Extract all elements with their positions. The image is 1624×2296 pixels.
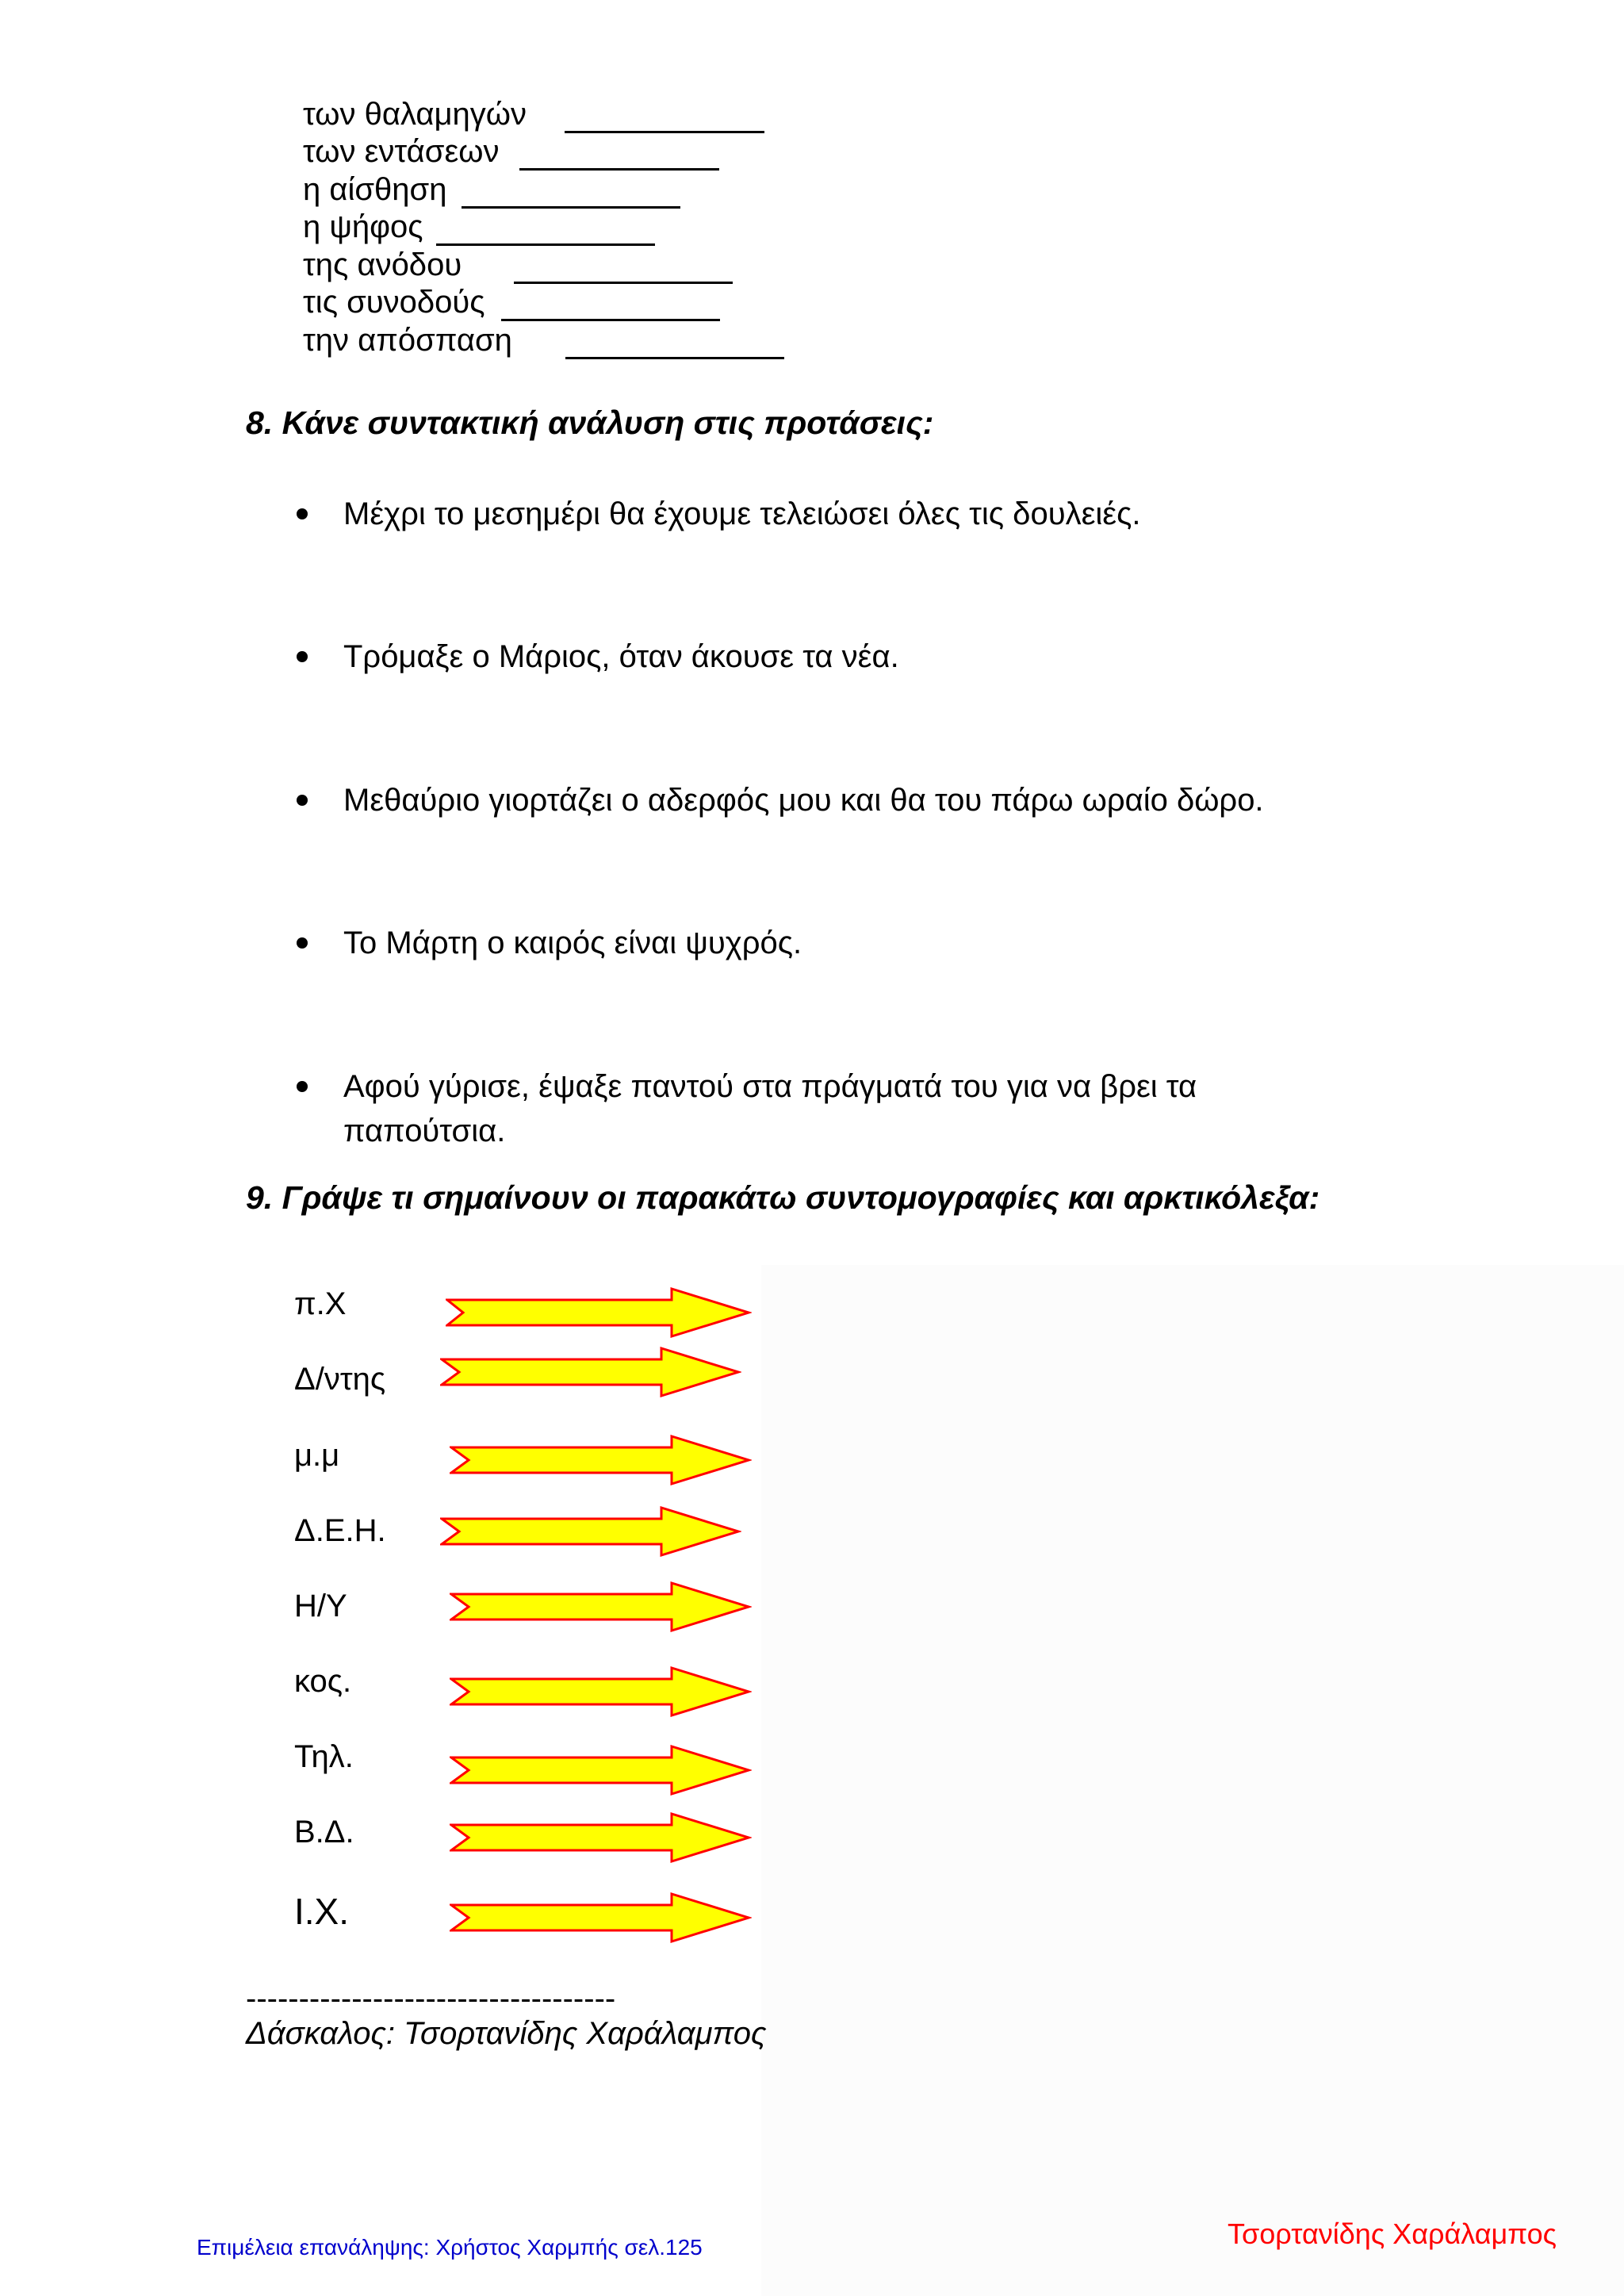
arrow-right-icon xyxy=(450,1811,752,1864)
word-list-item: των εντάσεων xyxy=(303,134,500,169)
answer-blank xyxy=(514,282,733,284)
footer-author: Τσορτανίδης Χαράλαμπος xyxy=(1228,2217,1557,2250)
answer-blank xyxy=(436,243,655,246)
sentence-item: Αφού γύρισε, έψαξε παντού στα πράγματά του για να βρει τα παπούτσια. xyxy=(343,1069,1197,1148)
abbreviation-item: Τηλ. xyxy=(294,1739,354,1774)
signature-divider: ----------------------------------- xyxy=(246,1981,616,2016)
abbreviation-item: Β.Δ. xyxy=(294,1815,354,1849)
arrow-right-icon xyxy=(450,1665,752,1718)
arrow-right-icon xyxy=(450,1434,752,1486)
arrow-right-icon xyxy=(440,1505,741,1558)
sentence-item: Το Μάρτη ο καιρός είναι ψυχρός. xyxy=(343,926,802,960)
word-list-item: η αίσθηση xyxy=(303,172,447,207)
faint-background-area xyxy=(761,1265,1624,2296)
abbreviation-item: π.Χ xyxy=(294,1286,347,1321)
answer-blank xyxy=(565,131,764,133)
abbreviation-item: μ.μ xyxy=(294,1438,340,1473)
section-9-heading: 9. Γράψε τι σημαίνουν οι παρακάτω συντομογραφίες και αρκτικόλεξα: xyxy=(246,1179,1320,1216)
bullet-icon xyxy=(297,651,308,662)
answer-blank xyxy=(501,319,720,321)
sentence-item: Μέχρι το μεσημέρι θα έχουμε τελειώσει όλες τις δουλειές. xyxy=(343,496,1141,531)
abbreviation-item: Η/Υ xyxy=(294,1589,347,1623)
word-list-item: τις συνοδούς xyxy=(303,285,485,320)
section-8-heading: 8. Κάνε συντακτική ανάλυση στις προτάσεις: xyxy=(246,404,934,441)
word-list-item: η ψήφος xyxy=(303,209,423,244)
answer-blank xyxy=(565,357,784,359)
arrow-right-icon xyxy=(450,1581,752,1633)
abbreviation-item: κος. xyxy=(294,1664,352,1699)
bullet-icon xyxy=(297,795,308,806)
abbreviation-item: Ι.Χ. xyxy=(294,1891,350,1932)
bullet-icon xyxy=(297,1081,308,1092)
sentence-item: Μεθαύριο γιορτάζει ο αδερφός μου και θα του πάρω ωραίο δώρο. xyxy=(343,783,1264,818)
sentence-item: Τρόμαξε ο Μάριος, όταν άκουσε τα νέα. xyxy=(343,639,899,674)
word-list-item: την απόσπαση xyxy=(303,323,512,358)
abbreviation-item: Δ/ντης xyxy=(294,1362,386,1397)
word-list-item: της ανόδου xyxy=(303,247,462,282)
bullet-icon xyxy=(297,508,308,519)
arrow-right-icon xyxy=(446,1286,752,1339)
arrow-right-icon xyxy=(450,1892,752,1944)
arrow-right-icon xyxy=(450,1744,752,1796)
word-list-item: των θαλαμηγών xyxy=(303,97,527,132)
footer-credit: Επιμέλεια επανάληψης: Χρήστος Χαρμπής σελ.125 xyxy=(197,2235,703,2260)
answer-blank xyxy=(462,206,680,209)
teacher-signature: Δάσκαλος: Τσορτανίδης Χαράλαμπος xyxy=(246,2016,767,2051)
answer-blank xyxy=(519,168,719,171)
arrow-right-icon xyxy=(440,1346,741,1398)
abbreviation-item: Δ.Ε.Η. xyxy=(294,1513,386,1548)
bullet-icon xyxy=(297,937,308,949)
